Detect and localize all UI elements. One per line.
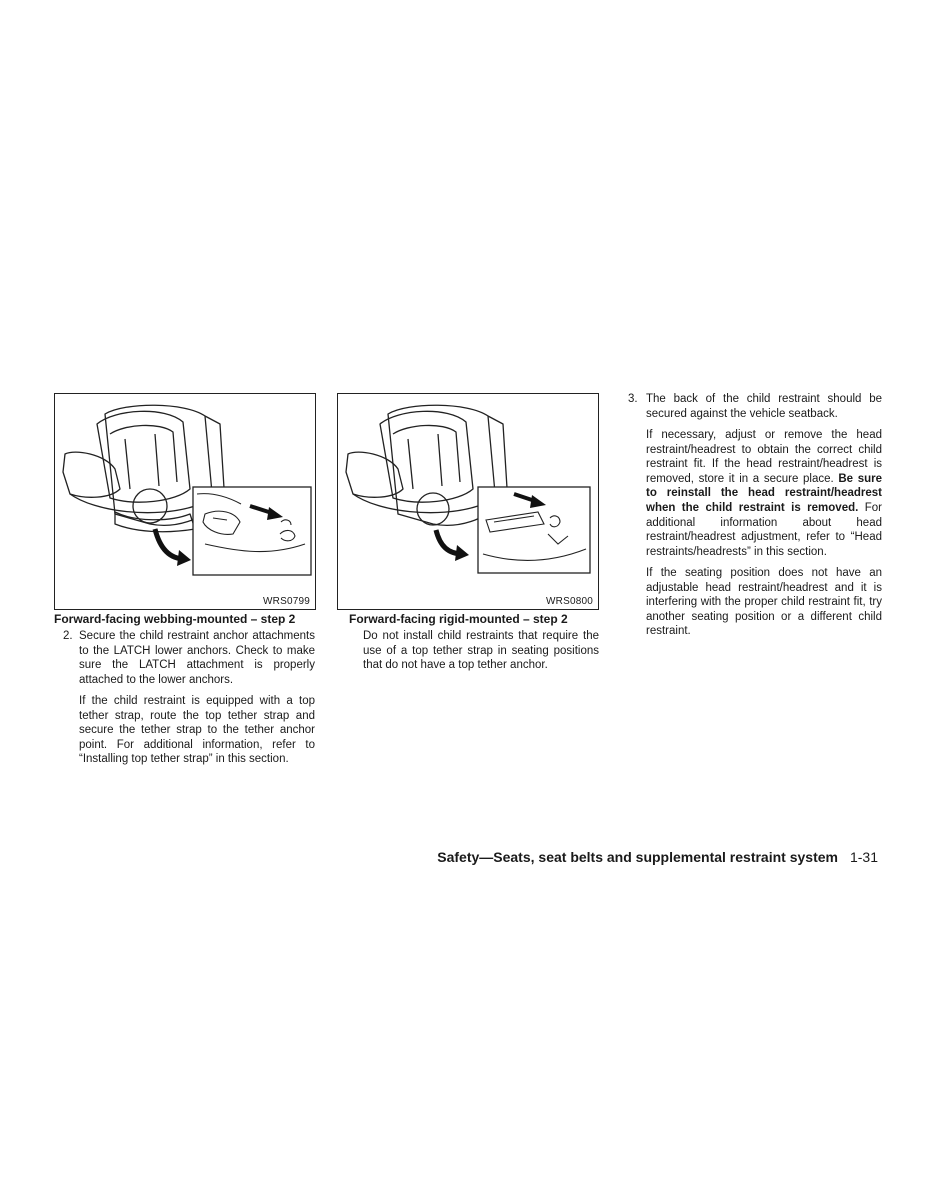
figure-caption: Forward-facing webbing-mounted – step 2 [54,612,296,626]
paragraph-text: For additional information about head restraint/headrest adjustment, refer to “Head restraints/headrests” in this section. [646,501,882,558]
paragraph-text: If necessary, adjust or remove the head restraint/headrest to obtain the correct child restraint fit. If the head restraint/headrest is removed, store it in a secure place. [646,429,882,485]
paragraph [646,428,882,559]
step-number: 2. [63,630,73,642]
page-number: 1-31 [849,849,878,865]
figure-rigid-mounted [337,393,599,610]
step-number: 3. [628,393,638,405]
figure-caption: Forward-facing rigid-mounted – step 2 [349,612,568,626]
child-seat-illustration [55,394,317,611]
warning-text: Be sure to reinstall the head restraint/headrest when the child restraint is removed. [646,472,882,514]
child-seat-illustration [338,394,600,611]
paragraph: Do not install child restraints that require the use of a top tether strap in seating positions that do not have a top tether anchor. [363,630,599,672]
figure-webbing-mounted [54,393,316,610]
paragraph: If the child restraint is equipped with a top tether strap, route the top tether strap and secure the tether strap to the tether anchor point. For additional information, refer to “Installing top tether strap” in this section. [79,695,315,766]
figure-code: WRS0799 [263,596,310,607]
step-text: The back of the child restraint should be secured against the vehicle seatback. [646,393,882,420]
step-text: Secure the child restraint anchor attachments to the LATCH lower anchors. Check to make sure the LATCH attachment is properly attached to the lower anchors. [79,630,315,686]
paragraph: If the seating position does not have an adjustable head restraint/headrest and it is interfering with the proper child restraint fit, try another seating position or a different child restraint. [646,567,882,638]
figure-code: WRS0800 [546,596,593,607]
page-footer [300,849,878,865]
section-title: Safety—Seats, seat belts and supplemental restraint system [437,849,838,865]
